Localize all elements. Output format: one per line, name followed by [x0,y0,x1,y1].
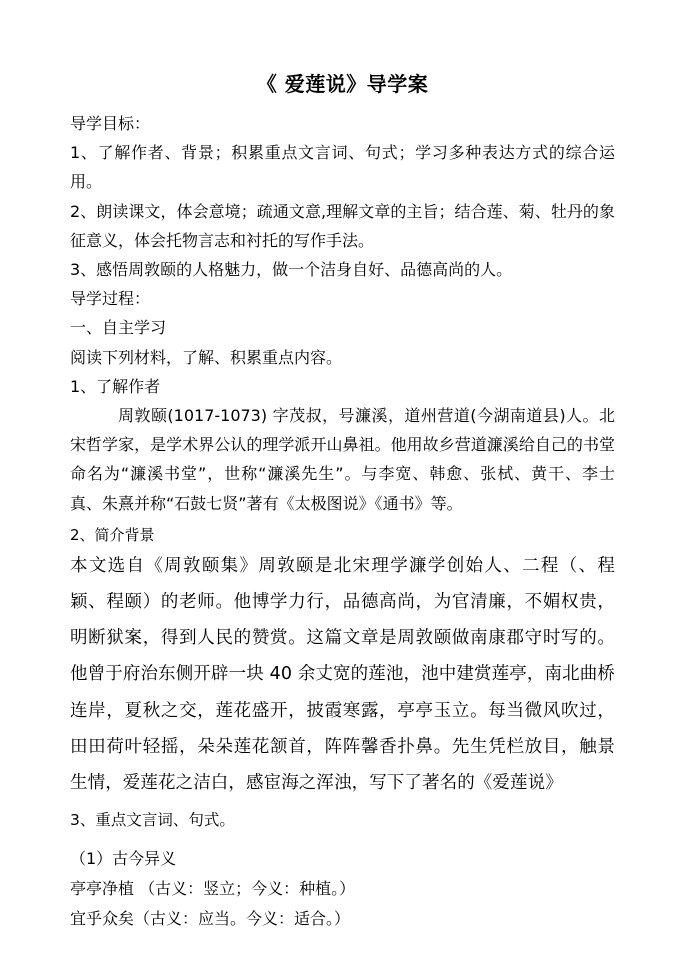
ancient-modern-entry-1: 亭亭净植 （古义：竖立；今义：种植。） [70,879,356,899]
ancient-modern-heading: （1）古今异义 [70,849,177,869]
process-heading: 导学过程： [70,289,151,309]
subsection-keywords-heading: 3、重点文言词、句式。 [70,811,235,830]
goals-heading: 导学目标： [70,114,151,133]
author-biography-paragraph: 周敦颐(1017-1073) 字茂叔，号濂溪，道州营道(今湖南道县)人。北宋哲学家，是学术界公认的理学派开山鼻祖。他用故乡营道濂溪给自己的书堂命名为“濂溪书堂”，世称“濂溪先生”。与李宽、韩愈、张栻、黄干、李士真、朱熹并称“石鼓七贤”著有《太极图说》《通书》等。 [70,406,615,513]
ancient-modern-entry-2: 宜乎众矣（古义：应当。今义：适合。） [70,909,351,929]
goal-item-1: 1、了解作者、背景；积累重点文言词、句式；学习多种表达方式的综合运用。 [70,143,615,192]
spacer [70,835,615,844]
goal-item-2: 2、朗读课文，体会意境；疏通文意,理解文章的主旨；结合莲、菊、牡丹的象征意义，体会托物言志和衬托的写作手法。 [70,201,615,250]
page-title: 《 爱莲说》导学案 [256,72,429,96]
subsection-author-heading: 1、了解作者 [70,376,161,396]
document-body [70,0,615,934]
goal-item-3: 3、感悟周敦颐的人格魅力，做一个洁身自好、品德高尚的人。 [70,260,513,280]
learning-goals-section [70,109,615,284]
background-paragraph: 本文选自《周敦颐集》周敦颐是北宋理学濂学创始人、二程（、程颖、程颐）的老师。他博学力行，品德高尚，为官清廉，不媚权贵，明断狱案，得到人民的赞赏。这篇文章是周敦颐做南康郡守时写的。他曾于府治东侧开辟一块 40 余丈宽的莲池，池中建赏莲亭，南北曲桥连岸，夏秋之交，莲花盛开，披霞寒露，亭亭玉立。每当微风吹过，田田荷叶轻摇，朵朵莲花颔首，阵阵馨香扑鼻。先生凭栏放目，触景生情，爱莲花之洁白，感宦海之浑浊，写下了著名的《爱莲说》 [70,555,615,794]
section-one-intro: 阅读下列材料，了解、积累重点内容。 [70,347,343,367]
subsection-background-heading: 2、简介背景 [70,525,155,544]
section-one-heading: 一、自主学习 [70,318,167,338]
